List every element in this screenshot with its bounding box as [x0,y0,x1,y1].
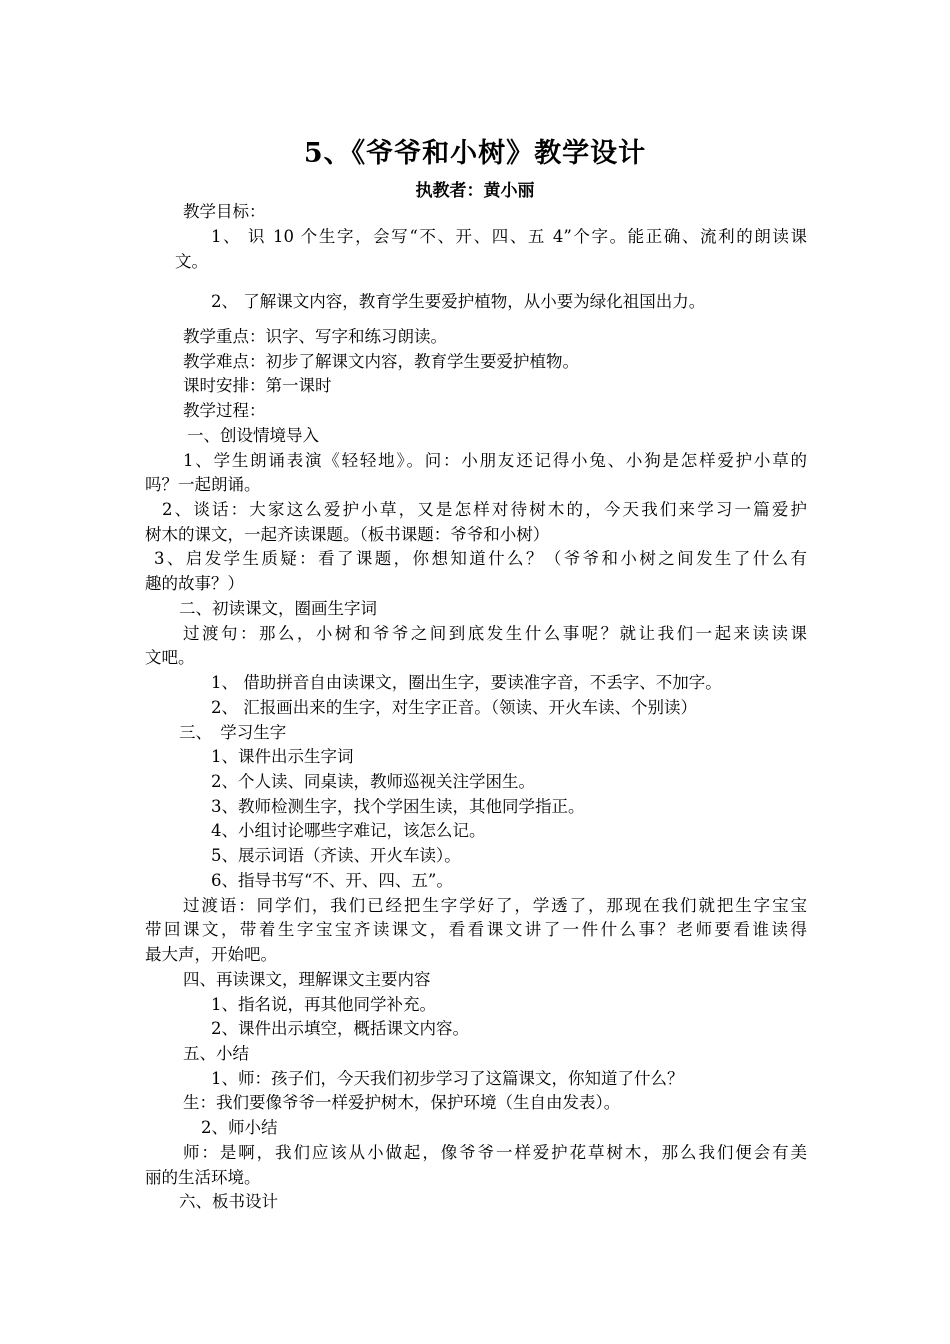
text-line: 1、 识 10 个生字，会写“不、开、四、五 4”个字。能正确、流利的朗读课 [211,227,807,246]
text-line: 1、 借助拼音自由读课文，圈出生字，要读准字音，不丢字、不加字。 [211,673,722,692]
text-line: 吗？一起朗诵。 [145,475,261,494]
text-line: 1、指名说，再其他同学补充。 [211,995,436,1014]
section-heading: 三、 学习生字 [179,723,287,742]
text-line: 教学目标： [183,202,266,221]
text-line: 5、展示词语（齐读、开火车读）。 [211,846,461,865]
text-line: 带回课文，带着生字宝宝齐读课文，看看课文讲了一件什么事？老师要看谁读得 [145,920,807,939]
document-title: 5、《爷爷和小树》教学设计 [303,138,647,169]
text-line: 2、 汇报画出来的生字，对生字正音。（领读、开火车读、个别读） [211,698,697,717]
text-line: 生：我们要像爷爷一样爱护树木，保护环境（生自由发表）。 [183,1093,621,1112]
text-line: 教学难点：初步了解课文内容，教育学生要爱护植物。 [183,352,579,371]
text-line: 过渡句：那么，小树和爷爷之间到底发生什么事呢？就让我们一起来读读课 [183,624,807,643]
section-heading: 五、小结 [183,1044,249,1063]
text-line: 2、谈话：大家这么爱护小草，又是怎样对待树木的，今天我们来学习一篇爱护 [162,500,807,519]
text-line: 3、教师检测生字，找个学困生读，其他同学指正。 [211,797,585,816]
text-line: 6、指导书写“不、开、四、五”。 [211,871,453,890]
text-line: 1、师：孩子们，今天我们初步学习了这篇课文，你知道了什么？ [211,1069,684,1088]
document-author: 执教者：黄小丽 [415,181,535,201]
text-line: 课时安排：第一课时 [183,376,332,395]
text-line: 2、 了解课文内容，教育学生要爱护植物，从小要为绿化祖国出力。 [211,292,706,311]
text-line: 过渡语：同学们，我们已经把生字学好了，学透了，那现在我们就把生字宝宝 [183,896,807,915]
text-line: 3、启发学生质疑：看了课题，你想知道什么？（爷爷和小树之间发生了什么有 [154,549,807,568]
text-line: 师：是啊，我们应该从小做起，像爷爷一样爱护花草树木，那么我们便会有美 [183,1143,807,1162]
text-line: 丽的生活环境。 [145,1168,261,1187]
text-line: 教学重点：识字、写字和练习朗读。 [183,327,447,346]
text-line: 2、师小结 [201,1118,278,1137]
section-heading: 六、板书设计 [179,1192,278,1211]
text-line: 文吧。 [145,648,195,667]
text-line: 树木的课文，一起齐读课题。（板书课题：爷爷和小树） [145,525,550,544]
text-line: 1、课件出示生字词 [211,747,354,766]
text-line: 教学过程： [183,401,266,420]
section-heading: 一、创设情境导入 [187,426,319,445]
text-line: 2、个人读、同桌读，教师巡视关注学困生。 [211,772,535,791]
text-line: 文。 [175,252,208,271]
text-line: 1、学生朗诵表演《轻轻地》。问：小朋友还记得小兔、小狗是怎样爱护小草的 [183,451,807,470]
text-line: 趣的故事？） [145,574,244,593]
text-line: 最大声，开始吧。 [145,945,277,964]
text-line: 4、小组讨论哪些字难记，该怎么记。 [211,821,486,840]
section-heading: 四、再读课文，理解课文主要内容 [183,970,431,989]
section-heading: 二、初读课文，圈画生字词 [179,599,377,618]
text-line: 2、课件出示填空，概括课文内容。 [211,1019,469,1038]
